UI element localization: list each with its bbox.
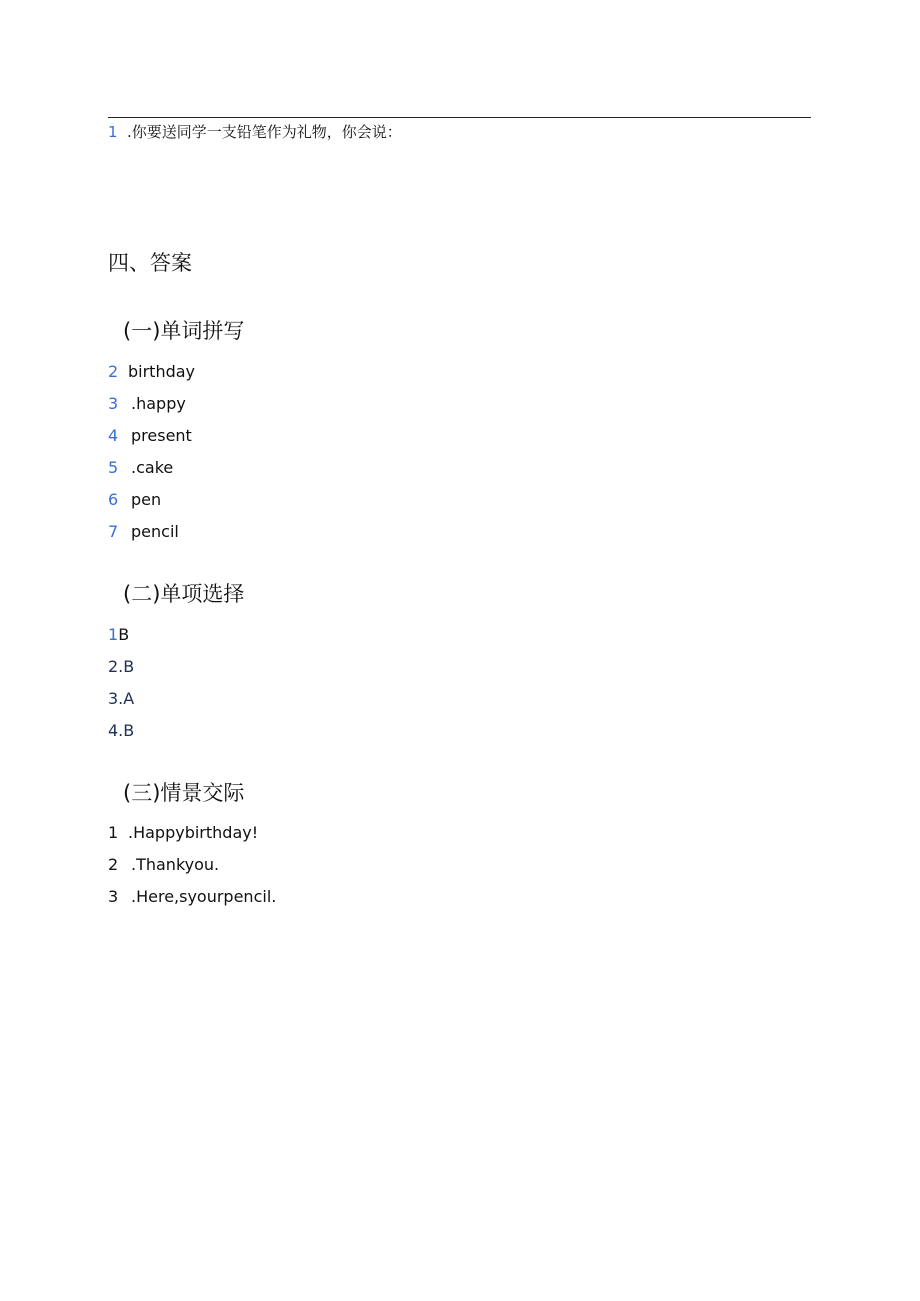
choice-item-text: B <box>123 721 135 740</box>
dialogue-item-text: .Here,syourpencil. <box>131 887 277 906</box>
spelling-item <box>108 457 173 479</box>
choice-item <box>108 624 129 646</box>
dialogue-item <box>108 886 276 908</box>
dialogue-item-text: .Happybirthday! <box>128 823 259 842</box>
dialogue-item-text: .Thankyou. <box>131 855 220 874</box>
dialogue-subtitle: (三)情景交际 <box>123 781 245 805</box>
spelling-item-text: present <box>131 426 192 445</box>
spelling-item-text: pencil <box>131 522 179 541</box>
choice-item-text: B <box>118 625 130 644</box>
spelling-item-number: 2 <box>108 362 119 381</box>
dialogue-item-number: 3 <box>108 887 119 906</box>
question-line <box>108 121 402 143</box>
choice-item <box>108 720 134 742</box>
question-text: .你要送同学一支铅笔作为礼物，你会说： <box>127 123 402 141</box>
choice-item <box>108 656 134 678</box>
choice-subtitle: (二)单项选择 <box>123 582 245 606</box>
spelling-item-number: 3 <box>108 394 119 413</box>
choice-item-number: 4. <box>108 721 124 740</box>
spelling-item-number: 6 <box>108 490 119 509</box>
choice-item-number: 3. <box>108 689 124 708</box>
spelling-item <box>108 393 186 415</box>
choice-item <box>108 688 134 710</box>
spelling-item-text: .cake <box>131 458 174 477</box>
choice-item-number: 1 <box>108 625 119 644</box>
dialogue-item <box>108 854 219 876</box>
choice-item-text: B <box>123 657 135 676</box>
dialogue-item-number: 1 <box>108 823 119 842</box>
spelling-item-text: pen <box>131 490 162 509</box>
spelling-item <box>108 489 161 511</box>
spelling-item <box>108 521 179 543</box>
choice-item-text: A <box>123 689 135 708</box>
choice-item-number: 2. <box>108 657 124 676</box>
spelling-item-text: .happy <box>131 394 186 413</box>
spelling-item-number: 7 <box>108 522 119 541</box>
spelling-item-number: 4 <box>108 426 119 445</box>
spelling-item <box>108 425 192 447</box>
dialogue-item-number: 2 <box>108 855 119 874</box>
spelling-subtitle: (一)单词拼写 <box>123 319 245 343</box>
question-number: 1 <box>108 123 118 141</box>
dialogue-item <box>108 822 258 844</box>
answer-section-title: 四、答案 <box>108 251 192 275</box>
top-divider <box>108 117 811 118</box>
spelling-item-text: birthday <box>128 362 196 381</box>
spelling-item <box>108 361 195 383</box>
spelling-item-number: 5 <box>108 458 119 477</box>
